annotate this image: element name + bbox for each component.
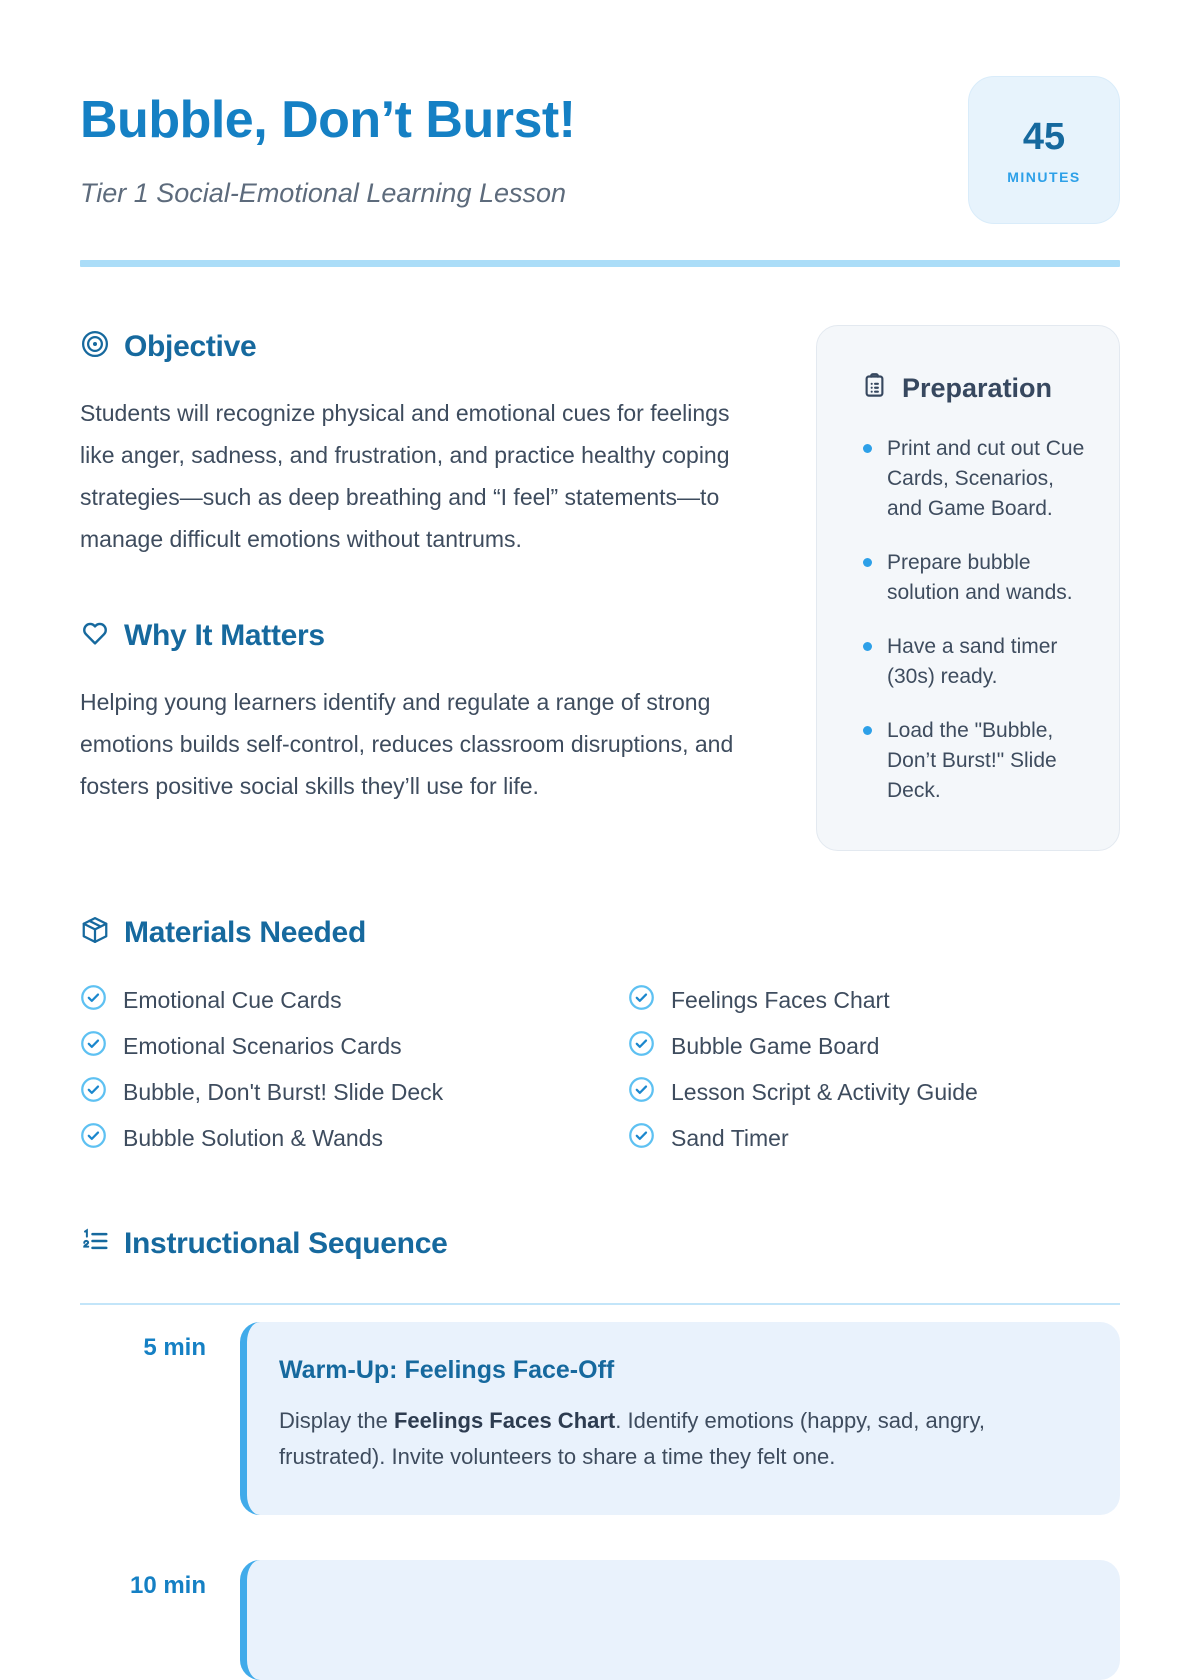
- duration-value: 45: [1022, 115, 1066, 158]
- check-circle-icon: [628, 1030, 655, 1062]
- check-circle-icon: [628, 1076, 655, 1108]
- why-it-matters-body: Helping young learners identify and regulate a range of strong emotions builds self-control, reduces classroom disruptions, and fosters positive social skills they’ll use for life.: [80, 689, 734, 799]
- header-divider: [80, 260, 1120, 267]
- material-label: Emotional Cue Cards: [123, 986, 342, 1013]
- preparation-item: Load the "Bubble, Don’t Burst!" Slide Deck.: [861, 716, 1085, 806]
- preparation-item: Print and cut out Cue Cards, Scenarios, and Game Board.: [861, 434, 1085, 524]
- step-title: Warm-Up: Feelings Face-Off: [279, 1356, 615, 1384]
- material-label: Bubble Game Board: [671, 1032, 880, 1059]
- ordered-list-icon: [80, 1226, 110, 1261]
- header: [80, 0, 1120, 224]
- left-column: [80, 267, 770, 807]
- materials-section: [80, 915, 1120, 1152]
- instructional-sequence-section: [80, 1226, 1120, 1680]
- sequence-step: [80, 1322, 1120, 1515]
- duration-unit: MINUTES: [1007, 168, 1081, 185]
- clipboard-icon: [861, 372, 888, 404]
- list-item: [628, 1124, 1120, 1152]
- material-label: Sand Timer: [671, 1124, 789, 1151]
- page-subtitle: Tier 1 Social-Emotional Learning Lesson: [80, 178, 567, 208]
- material-label: Emotional Scenarios Cards: [123, 1032, 402, 1059]
- list-item: [80, 1124, 628, 1152]
- why-it-matters-heading-label: Why It Matters: [124, 618, 325, 652]
- material-label: Bubble, Don't Burst! Slide Deck: [123, 1078, 444, 1105]
- sequence-step: [80, 1560, 1120, 1680]
- list-item: [628, 1032, 1120, 1060]
- step-body-suffix: . Identify emotions (happy, sad, angry, frustrated). Invite volunteers to share a time they felt one.: [279, 1408, 985, 1469]
- step-duration: 5 min: [143, 1334, 206, 1361]
- preparation-card: [816, 325, 1120, 851]
- material-label: Bubble Solution & Wands: [123, 1124, 383, 1151]
- page-title: Bubble, Don’t Burst!: [80, 91, 576, 149]
- list-item: [80, 1032, 628, 1060]
- heart-icon: [80, 618, 110, 653]
- package-icon: [80, 915, 110, 950]
- preparation-item: Have a sand timer (30s) ready.: [861, 632, 1085, 692]
- list-item: [628, 986, 1120, 1014]
- duration-badge: [968, 76, 1120, 224]
- step-body-bold: Feelings Faces Chart: [393, 1408, 616, 1433]
- list-item: [628, 1078, 1120, 1106]
- step-card: [240, 1322, 1120, 1515]
- check-circle-icon: [80, 1076, 107, 1108]
- check-circle-icon: [80, 984, 107, 1016]
- instructional-sequence-heading-label: Instructional Sequence: [124, 1226, 448, 1260]
- material-label: Lesson Script & Activity Guide: [671, 1078, 978, 1105]
- check-circle-icon: [628, 984, 655, 1016]
- check-circle-icon: [80, 1122, 107, 1154]
- check-circle-icon: [628, 1122, 655, 1154]
- objective-heading: [80, 329, 770, 364]
- materials-list: [80, 986, 1120, 1152]
- main-content: [80, 267, 1120, 851]
- material-label: Feelings Faces Chart: [671, 986, 890, 1013]
- target-icon: [80, 329, 110, 364]
- step-body-prefix: Display the: [279, 1408, 394, 1433]
- why-it-matters-heading: [80, 618, 770, 653]
- objective-heading-label: Objective: [124, 329, 257, 363]
- instructional-sequence-heading: [80, 1226, 1120, 1261]
- check-circle-icon: [80, 1030, 107, 1062]
- title-block: [80, 90, 576, 209]
- list-item: [80, 1078, 628, 1106]
- list-item: [80, 986, 628, 1014]
- preparation-list: [861, 434, 1085, 806]
- objective-body: Students will recognize physical and emotional cues for feelings like anger, sadness, and frustration, and practice healthy coping strategies—such as deep breathing and “I feel” statements—to manage difficult emotions without tantrums.: [80, 400, 730, 552]
- sequence-divider: [80, 1303, 1120, 1305]
- preparation-heading-label: Preparation: [902, 372, 1053, 403]
- step-body: [279, 1403, 1082, 1475]
- step-duration: 10 min: [129, 1572, 206, 1599]
- preparation-heading: [861, 372, 1085, 404]
- materials-heading-label: Materials Needed: [124, 915, 366, 949]
- materials-heading: [80, 915, 1120, 950]
- preparation-item: Prepare bubble solution and wands.: [861, 548, 1085, 608]
- step-card: [240, 1560, 1120, 1680]
